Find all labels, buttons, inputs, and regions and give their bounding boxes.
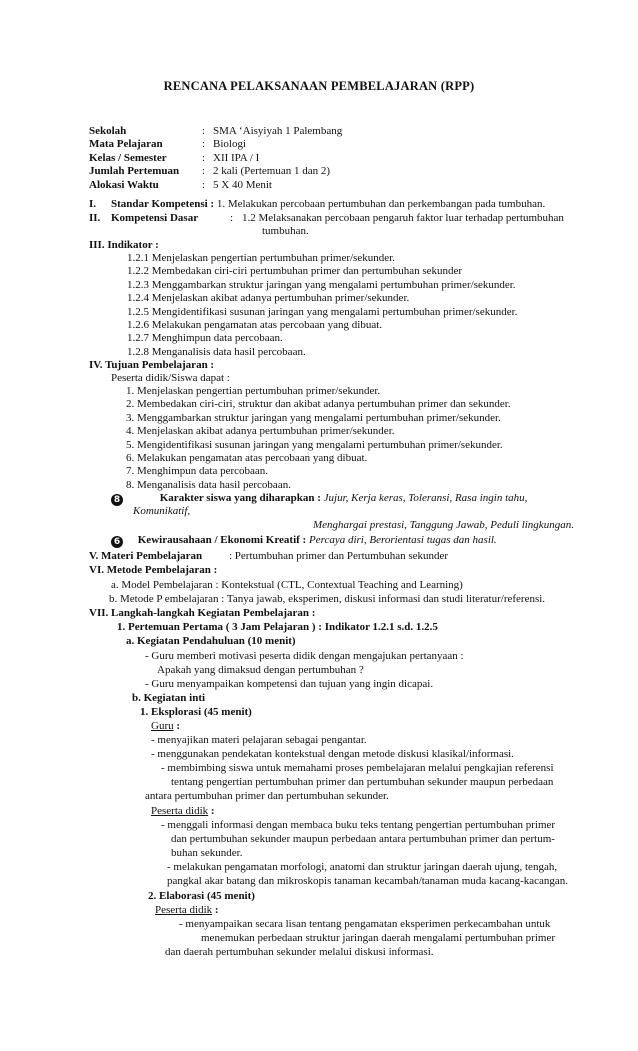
guru-step-cont: antara pertumbuhan primer dan pertumbuhan sekunder. (145, 790, 389, 802)
list-item: 1.2.1 Menjelaskan pengertian pertumbuhan primer/sekunder. (127, 252, 395, 264)
identity-value: XII IPA / I (213, 151, 260, 164)
pendahuluan-step: - Guru memberi motivasi peserta didik dengan mengajukan pertanyaan : (145, 650, 464, 662)
peserta-label-line-2 (155, 904, 219, 917)
metode-heading: VI. Metode Pembelajaran : (89, 564, 218, 576)
list-item: 1. Menjelaskan pengertian pertumbuhan primer/sekunder. (126, 385, 381, 397)
metode-model: a. Model Pembelajaran : Kontekstual (CTL, Contextual Teaching and Learning) (111, 579, 463, 591)
karakter-values: Jujur, Kerja keras, Toleransi, Rasa ingin tahu, (323, 492, 528, 504)
list-item: 5. Mengidentifikasi susunan jaringan yang mengalami pertumbuhan primer/sekunder. (126, 438, 503, 451)
peserta-step-cont: dan pertumbuhan sekunder maupun perbedaan antara pertumbuhan primer dan pertum- (171, 833, 555, 845)
peserta-step-cont: pangkal akar batang dan mikroskopis tanaman kecambah/tanaman muda kacang-kacangan. (167, 875, 569, 887)
peserta-colon: : (208, 805, 215, 817)
langkah-heading: VII. Langkah-langkah Kegiatan Pembelajaran : (89, 607, 316, 619)
sk-label: Standar Kompetensi : (111, 198, 215, 210)
guru-step: - menyajikan materi pelajaran sebagai pengantar. (151, 734, 367, 746)
inti-heading: b. Kegiatan inti (132, 692, 206, 704)
identity-value: Biologi (213, 138, 247, 151)
list-item: 2. Membedakan ciri-ciri, struktur dan akibat adanya pertumbuhan primer dan sekunder. (126, 398, 511, 411)
page-title: RENCANA PELAKSANAAN PEMBELAJARAN (RPP) (163, 79, 475, 93)
karakter-line1 (111, 492, 527, 506)
guru-label-line (151, 720, 180, 733)
materi-label: V. Materi Pembelajaran (89, 550, 203, 562)
materi-line (89, 550, 448, 563)
identity-colon: : (202, 165, 206, 178)
elaborasi-step-cont: dan daerah pertumbuhan sekunder melalui diskusi informasi. (165, 946, 434, 958)
list-item: 8. Menganalisis data hasil percobaan. (126, 478, 291, 491)
tujuan-list (126, 385, 511, 492)
peserta-step: - menggali informasi dengan membaca buku teks tentang pengertian pertumbuhan primer (161, 819, 556, 831)
identity-key: Sekolah (89, 125, 127, 137)
karakter-values-cont: Komunikatif, (133, 505, 191, 517)
identity-colon: : (202, 151, 206, 164)
list-item: 1.2.2 Membedakan ciri-ciri pertumbuhan primer dan pertumbuhan sekunder (127, 265, 463, 278)
pendahuluan-heading: a. Kegiatan Pendahuluan (10 menit) (126, 635, 296, 647)
identity-colon: : (202, 125, 206, 137)
peserta-label: Peserta didik (151, 805, 209, 817)
elaborasi-step-cont: menemukan perbedaan struktur jaringan daerah mengalami pertumbuhan primer (201, 932, 556, 944)
peserta-label: Peserta didik (155, 904, 213, 916)
peserta-step-cont: buhan sekunder. (171, 847, 243, 859)
identity-key: Jumlah Pertemuan (89, 165, 180, 178)
identity-row (89, 125, 489, 138)
list-item: 1.2.7 Menghimpun data percobaan. (127, 332, 283, 345)
list-item: 1.2.8 Menganalisis data hasil percobaan. (127, 345, 306, 358)
list-item: 3. Menggambarkan struktur jaringan yang mengalami pertumbuhan primer/sekunder. (126, 411, 501, 424)
pendahuluan-step: - Guru menyampaikan kompetensi dan tujuan yang ingin dicapai. (145, 678, 434, 690)
metode-metode: b. Metode P embelajaran : Tanya jawab, eksperimen, diskusi informasi dan studi literatur/referensi. (109, 593, 546, 605)
eksplorasi-heading: 1. Eksplorasi (45 menit) (140, 706, 252, 718)
identity-value: 2 kali (Pertemuan 1 dan 2) (213, 165, 330, 178)
identity-key: Alokasi Waktu (89, 178, 159, 191)
elaborasi-step: - menyampaikan secara lisan tentang pengamatan eksperimen perkecambahan untuk (179, 918, 551, 930)
guru-colon: : (173, 720, 181, 732)
karakter-values-cont2: Menghargai prestasi, Tanggung Jawab, Peduli lingkungan. (313, 519, 574, 531)
pendahuluan-question: Apakah yang dimaksud dengan pertumbuhan ? (157, 664, 364, 676)
guru-label: Guru (151, 720, 174, 732)
kompetensi-dasar (89, 212, 198, 225)
identity-value: SMA ‘Aisyiyah 1 Palembang (213, 125, 343, 137)
peserta-label-line (151, 805, 215, 818)
guru-step: - membimbing siswa untuk memahami proses pembelajaran melalui pengkajian referensi (161, 762, 554, 774)
identity-row (89, 138, 489, 151)
tujuan-heading: IV. Tujuan Pembelajaran : (89, 359, 215, 371)
materi-value: : Pertumbuhan primer dan Pertumbuhan sekunder (229, 550, 449, 562)
list-item: 4. Menjelaskan akibat adanya pertumbuhan primer/sekunder. (126, 425, 395, 438)
identity-colon: : (202, 178, 206, 191)
tujuan-intro: Peserta didik/Siswa dapat : (111, 372, 230, 384)
peserta-step: - melakukan pengamatan morfologi, anatomi dan struktur jaringan daerah ujung, tengah, (167, 861, 558, 873)
identity-row (89, 165, 489, 178)
identity-key: Mata Pelajaran (89, 138, 163, 151)
kewirausahaan-bullet-icon: 6 (111, 536, 123, 548)
kewirausahaan-line (111, 534, 497, 548)
list-item: 1.2.5 Mengidentifikasi susunan jaringan yang mengalami pertumbuhan primer/sekunder. (127, 305, 518, 318)
identity-value: 5 X 40 Menit (213, 178, 272, 191)
sk-value: 1. Melakukan percobaan pertumbuhan dan perkembangan pada tumbuhan. (216, 198, 546, 210)
sk-number: I. (89, 198, 97, 210)
list-item: 1.2.3 Menggambarkan struktur jaringan yang mengalami pertumbuhan primer/sekunder. (127, 278, 516, 291)
kd-label: Kompetensi Dasar (111, 212, 199, 224)
list-item: 6. Melakukan pengamatan atas percobaan yang dibuat. (126, 452, 368, 465)
kd-colon: : (230, 212, 234, 224)
standar-kompetensi (89, 198, 545, 211)
elaborasi-heading: 2. Elaborasi (45 menit) (148, 890, 255, 902)
pertemuan-heading: 1. Pertemuan Pertama ( 3 Jam Pelajaran ) : Indikator 1.2.1 s.d. 1.2.5 (117, 621, 438, 633)
indikator-list (127, 252, 517, 359)
identity-key: Kelas / Semester (89, 151, 167, 164)
kd-value-line1: 1.2 Melaksanakan percobaan pengaruh faktor luar terhadap pertumbuhan (242, 212, 564, 224)
kewirausahaan-values: Percaya diri, Berorientasi tugas dan hasil. (308, 534, 497, 546)
karakter-label: Karakter siswa yang diharapkan : (159, 492, 321, 504)
peserta-colon: : (212, 904, 219, 916)
kewirausahaan-label: Kewirausahaan / Ekonomi Kreatif : (137, 534, 307, 546)
kd-value-line2: tumbuhan. (262, 225, 309, 237)
indikator-heading: III. Indikator : (89, 239, 159, 251)
identity-table (89, 125, 489, 192)
karakter-bullet-icon: 8 (111, 494, 123, 506)
list-item: 1.2.6 Melakukan pengamatan atas percobaan yang dibuat. (127, 319, 383, 332)
identity-row (89, 179, 489, 192)
kd-number: II. (89, 212, 101, 224)
guru-step: - menggunakan pendekatan kontekstual dengan metode diskusi klasikal/informasi. (151, 748, 514, 760)
identity-row (89, 152, 489, 165)
guru-step-cont: tentang pengertian pertumbuhan primer dan pertumbuhan sekunder maupun perbedaan (171, 776, 554, 788)
list-item: 1.2.4 Menjelaskan akibat adanya pertumbuhan primer/sekunder. (127, 292, 410, 305)
list-item: 7. Menghimpun data percobaan. (126, 465, 269, 478)
identity-colon: : (202, 138, 206, 151)
